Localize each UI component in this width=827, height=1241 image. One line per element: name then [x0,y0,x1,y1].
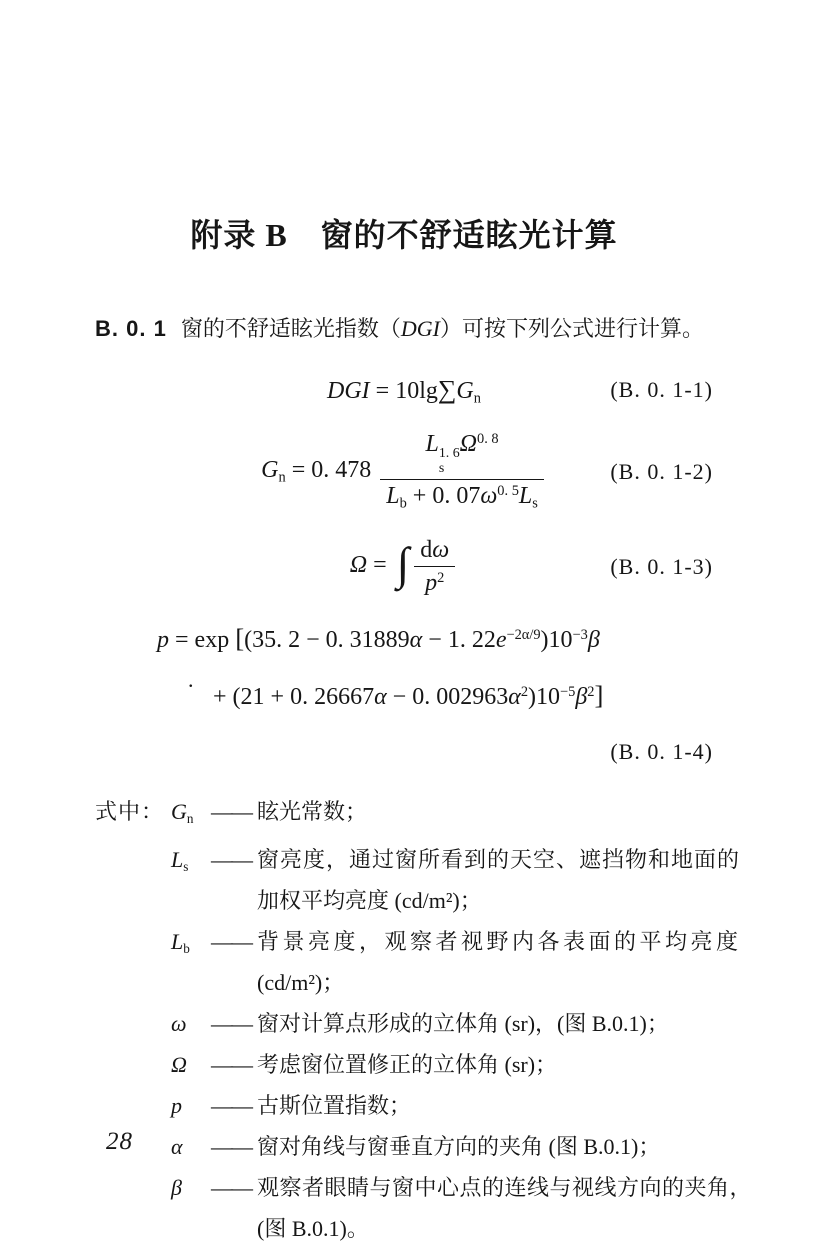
page-content [95,0,753,1241]
math-token: L [171,929,184,955]
sigma-symbol: ∑ [437,375,457,404]
page-number: 28 [106,1128,133,1155]
beta-symbol: β [587,627,600,654]
formula-body [327,375,481,407]
symbol-gn [171,791,211,839]
math-token: p [157,627,169,654]
definition-row-ls [95,839,741,921]
em-dash: —— [211,847,251,873]
symbol-p [171,1085,211,1126]
math-subscript: s [438,460,445,476]
alpha-symbol: α [508,684,521,711]
math-token: Ω [349,552,368,579]
math-supsub [439,447,460,476]
right-bracket: ] [594,680,604,711]
definition-line: 考虑窗位置修正的立体角 (sr)； [257,1052,558,1078]
clause-text: 窗的不舒适眩光指数（ [180,316,401,341]
math-token: α [171,1134,183,1160]
math-token: G [171,799,187,825]
definition-line: (cd/m²)； [257,970,345,996]
em-dash: —— [211,1175,251,1201]
left-bracket: [ [235,623,245,654]
definition-row-omega-small [95,1003,713,1044]
equation-number: (B. 0. 1-4) [610,739,713,765]
formula-omega [95,536,713,598]
math-token: d [420,536,433,563]
math-subscript: n [278,469,286,486]
definition-line: 眩光常数； [257,799,368,825]
math-token: (35. 2 − 0. 31889 [244,627,410,654]
math-token: ω [480,483,498,510]
definition-line: (图 B.0.1)。 [257,1216,369,1241]
math-token: )10 [528,684,561,711]
equation-number: (B. 0. 1-3) [610,553,713,579]
math-superscript: 2 [437,570,445,587]
fraction-denominator [414,566,455,597]
equation-number: (B. 0. 1-2) [610,458,713,484]
math-token: = 10lg [369,378,438,404]
math-superscript: −2α/9 [506,627,541,644]
definition-text [257,791,713,832]
definition-row-alpha [95,1126,713,1167]
em-dash: —— [211,1052,251,1078]
symbol-beta [171,1167,211,1208]
math-token: Ω [459,431,478,457]
definition-line: 古斯位置指数； [257,1093,412,1119]
math-token: L [171,847,184,873]
math-token: − 1. 22 [422,627,496,654]
definition-text [257,1167,752,1241]
clause-b01 [95,312,713,346]
math-token: + 0. 07 [406,483,481,510]
math-token: p [171,1093,182,1119]
definition-line: 窗对计算点形成的立体角 (sr)，(图 B.0.1)； [257,1011,669,1037]
definition-line: 窗亮度，通过窗所看到的天空、遮挡物和地面的 [257,847,741,873]
math-superscript: 0. 8 [477,431,499,448]
math-superscript: −5 [560,684,576,701]
definition-row-beta [95,1167,753,1241]
fraction-numerator [414,536,455,566]
clause-text: ）可按下列公式进行计算。 [439,316,704,341]
alpha-symbol: α [409,627,423,654]
formula-gn [95,430,713,514]
formula-p-line2 [95,667,713,715]
fraction-denominator [380,479,544,513]
math-token: L [386,483,400,510]
formula-dgi [95,370,713,410]
equation-number: (B. 0. 1-1) [610,377,713,402]
math-token: ω [171,1011,187,1037]
math-subscript: n [473,390,481,407]
stray-dot: . [188,667,194,693]
symbol-lb [171,921,211,969]
fraction-numerator [380,430,544,479]
definition-line: 背景亮度，观察者视野内各表面的平均亮度 [257,929,742,955]
math-token: L [518,483,533,510]
definition-text [257,921,742,1003]
math-subscript: b [399,495,407,512]
definition-row-lb [95,921,742,1003]
math-token: e [495,627,507,654]
alpha-symbol: α [374,684,387,711]
definition-line: 观察者眼睛与窗中心点的连线与视线方向的夹角， [257,1175,753,1201]
math-subscript: b [183,941,190,957]
math-subscript: s [532,495,538,512]
math-token: = 0. 478 [285,457,378,484]
math-token: DGI [327,378,370,404]
definition-text [257,1126,713,1167]
definition-row-p [95,1085,713,1126]
appendix-title: 附录 B 窗的不舒适眩光计算 [190,217,618,253]
definitions-list [95,791,753,1241]
fraction [414,536,455,598]
beta-symbol: β [575,684,588,711]
fraction [380,430,544,514]
math-token: β [171,1175,182,1201]
math-token: + (21 + 0. 26667 [213,684,375,711]
definition-text [257,1044,713,1085]
definition-text [257,839,740,921]
formula-body [349,536,458,597]
em-dash: —— [211,929,251,955]
formula-body [261,431,547,512]
math-superscript: 0. 5 [497,483,519,500]
math-subscript: s [183,859,189,875]
math-token: = exp [169,627,236,654]
math-token: )10 [540,627,573,654]
math-superscript: 1. 6 [438,446,460,462]
symbol-ls [171,839,211,887]
defs-prefix: 式中： [95,799,165,825]
dgi-symbol: DGI [400,316,440,341]
symbol-omega-cap [171,1044,211,1085]
em-dash: —— [211,1011,251,1037]
clause-label: B. 0. 1 [95,316,167,341]
em-dash: —— [211,1134,251,1160]
definition-line: 窗对角线与窗垂直方向的夹角 (图 B.0.1)； [257,1134,661,1160]
definition-row-gn [95,791,713,839]
formula-p-line1 [95,617,713,658]
em-dash: —— [211,799,251,825]
math-token: p [425,570,438,597]
em-dash: —— [211,1093,251,1119]
symbol-omega-small [171,1003,211,1044]
definition-line: 加权平均亮度 (cd/m²)； [257,888,482,914]
math-token: = [367,552,393,579]
definition-text [257,1085,713,1126]
math-token: L [425,431,439,457]
definition-text [257,1003,713,1044]
formula-p [95,617,713,767]
integral-symbol: ∫ [396,537,410,589]
math-subscript: n [186,811,194,827]
math-token: Ω [171,1052,187,1078]
math-token: ω [432,536,450,563]
math-token: G [261,457,279,484]
definition-row-omega-cap [95,1044,713,1085]
math-token: G [456,378,474,404]
math-token: − 0. 002963 [386,684,509,711]
math-superscript: 2 [587,684,595,701]
math-superscript: 2 [520,684,529,701]
math-superscript: −3 [572,627,588,644]
symbol-alpha [171,1126,211,1167]
